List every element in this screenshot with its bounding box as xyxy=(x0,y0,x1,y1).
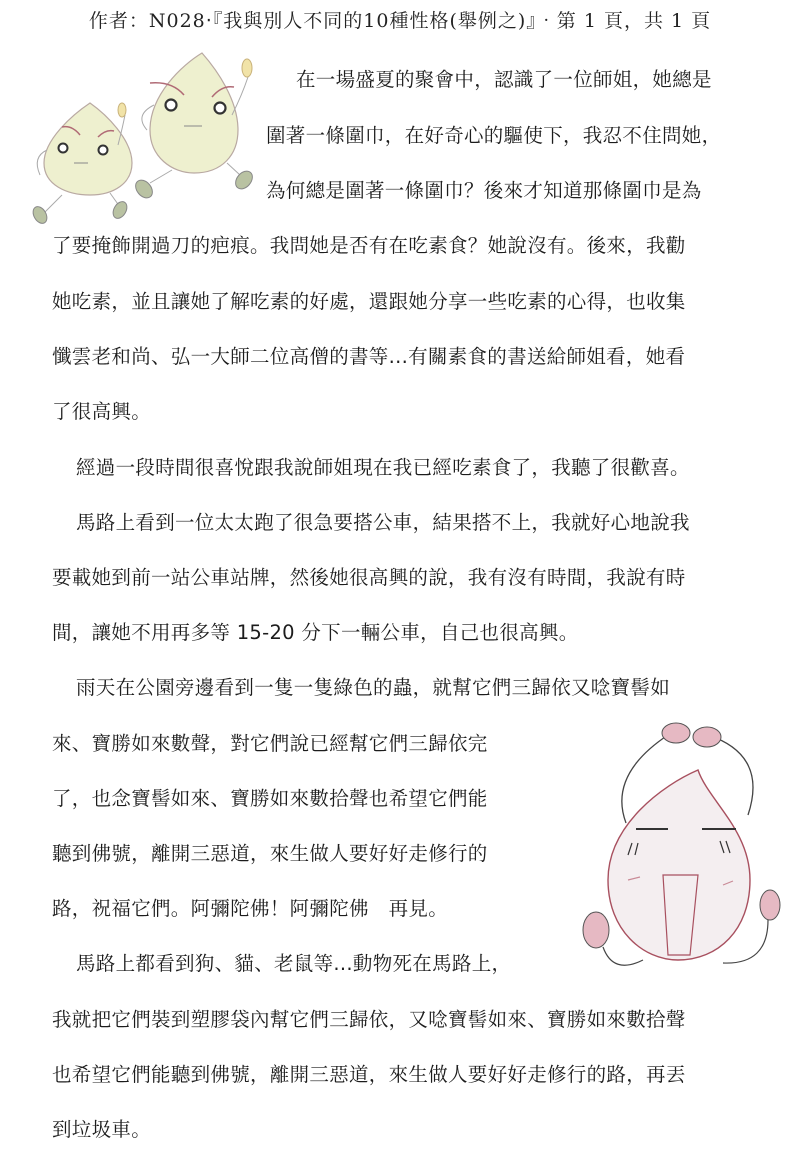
paragraph-line: 了要掩飾開過刀的疤痕。我問她是否有在吃素食？她說沒有。後來，我勸 xyxy=(52,234,686,257)
paragraph-line: 也希望它們能聽到佛號，離開三惡道，來生做人要好好走修行的路，再丟 xyxy=(52,1063,686,1086)
paragraph-line: 間，讓她不用再多等 15-20 分下一輛公車，自己也很高興。 xyxy=(52,621,579,644)
small-drop-character-icon xyxy=(30,103,132,225)
paragraph-line: 路，祝福它們。阿彌陀佛！阿彌陀佛 再見。 xyxy=(52,897,449,920)
large-drop-character-icon xyxy=(132,53,256,201)
paragraph-line: 馬路上都看到狗、貓、老鼠等...動物死在馬路上， xyxy=(76,952,512,975)
paragraph-line: 在一場盛夏的聚會中，認識了一位師姐，她總是 xyxy=(296,68,712,91)
paragraph-line: 為何總是圍著一條圍巾？後來才知道那條圍巾是為 xyxy=(266,179,702,202)
paragraph-line: 她吃素，並且讓她了解吃素的好處，還跟她分享一些吃素的心得，也收集 xyxy=(52,290,686,313)
paragraph-line: 馬路上看到一位太太跑了很急要搭公車，結果搭不上，我就好心地說我 xyxy=(76,511,690,534)
paragraph-line: 了很高興。 xyxy=(52,400,152,423)
paragraph-line: 我就把它們裝到塑膠袋內幫它們三歸依，又唸寶髻如來、寶勝如來數拾聲 xyxy=(52,1008,686,1031)
paragraph-line: 懺雲老和尚、弘一大師二位高僧的書等...有關素食的書送給師姐看，她看 xyxy=(52,345,686,368)
pink-drop-character-illustration xyxy=(568,715,788,980)
paragraph-line: 要載她到前一站公車站牌，然後她很高興的說，我有沒有時間，我說有時 xyxy=(52,566,686,589)
rice-drop-characters-illustration xyxy=(22,45,262,225)
paragraph-line: 來、寶勝如來數聲，對它們說已經幫它們三歸依完 xyxy=(52,732,488,755)
paragraph-line: 經過一段時間很喜悅跟我說師姐現在我已經吃素食了，我聽了很歡喜。 xyxy=(76,456,690,479)
paragraph-line: 了，也念寶髻如來、寶勝如來數拾聲也希望它們能 xyxy=(52,787,488,810)
paragraph-line: 聽到佛號，離開三惡道，來生做人要好好走修行的 xyxy=(52,842,488,865)
paragraph-line: 雨天在公園旁邊看到一隻一隻綠色的蟲，就幫它們三歸依又唸寶髻如 xyxy=(76,676,671,699)
paragraph-line: 到垃圾車。 xyxy=(52,1118,152,1141)
document-header: 作者：N028‧『我與別人不同的10種性格(舉例之)』‧第 1 頁，共 1 頁 xyxy=(88,10,712,32)
paragraph-line: 圍著一條圍巾，在好奇心的驅使下，我忍不住問她， xyxy=(266,124,722,147)
